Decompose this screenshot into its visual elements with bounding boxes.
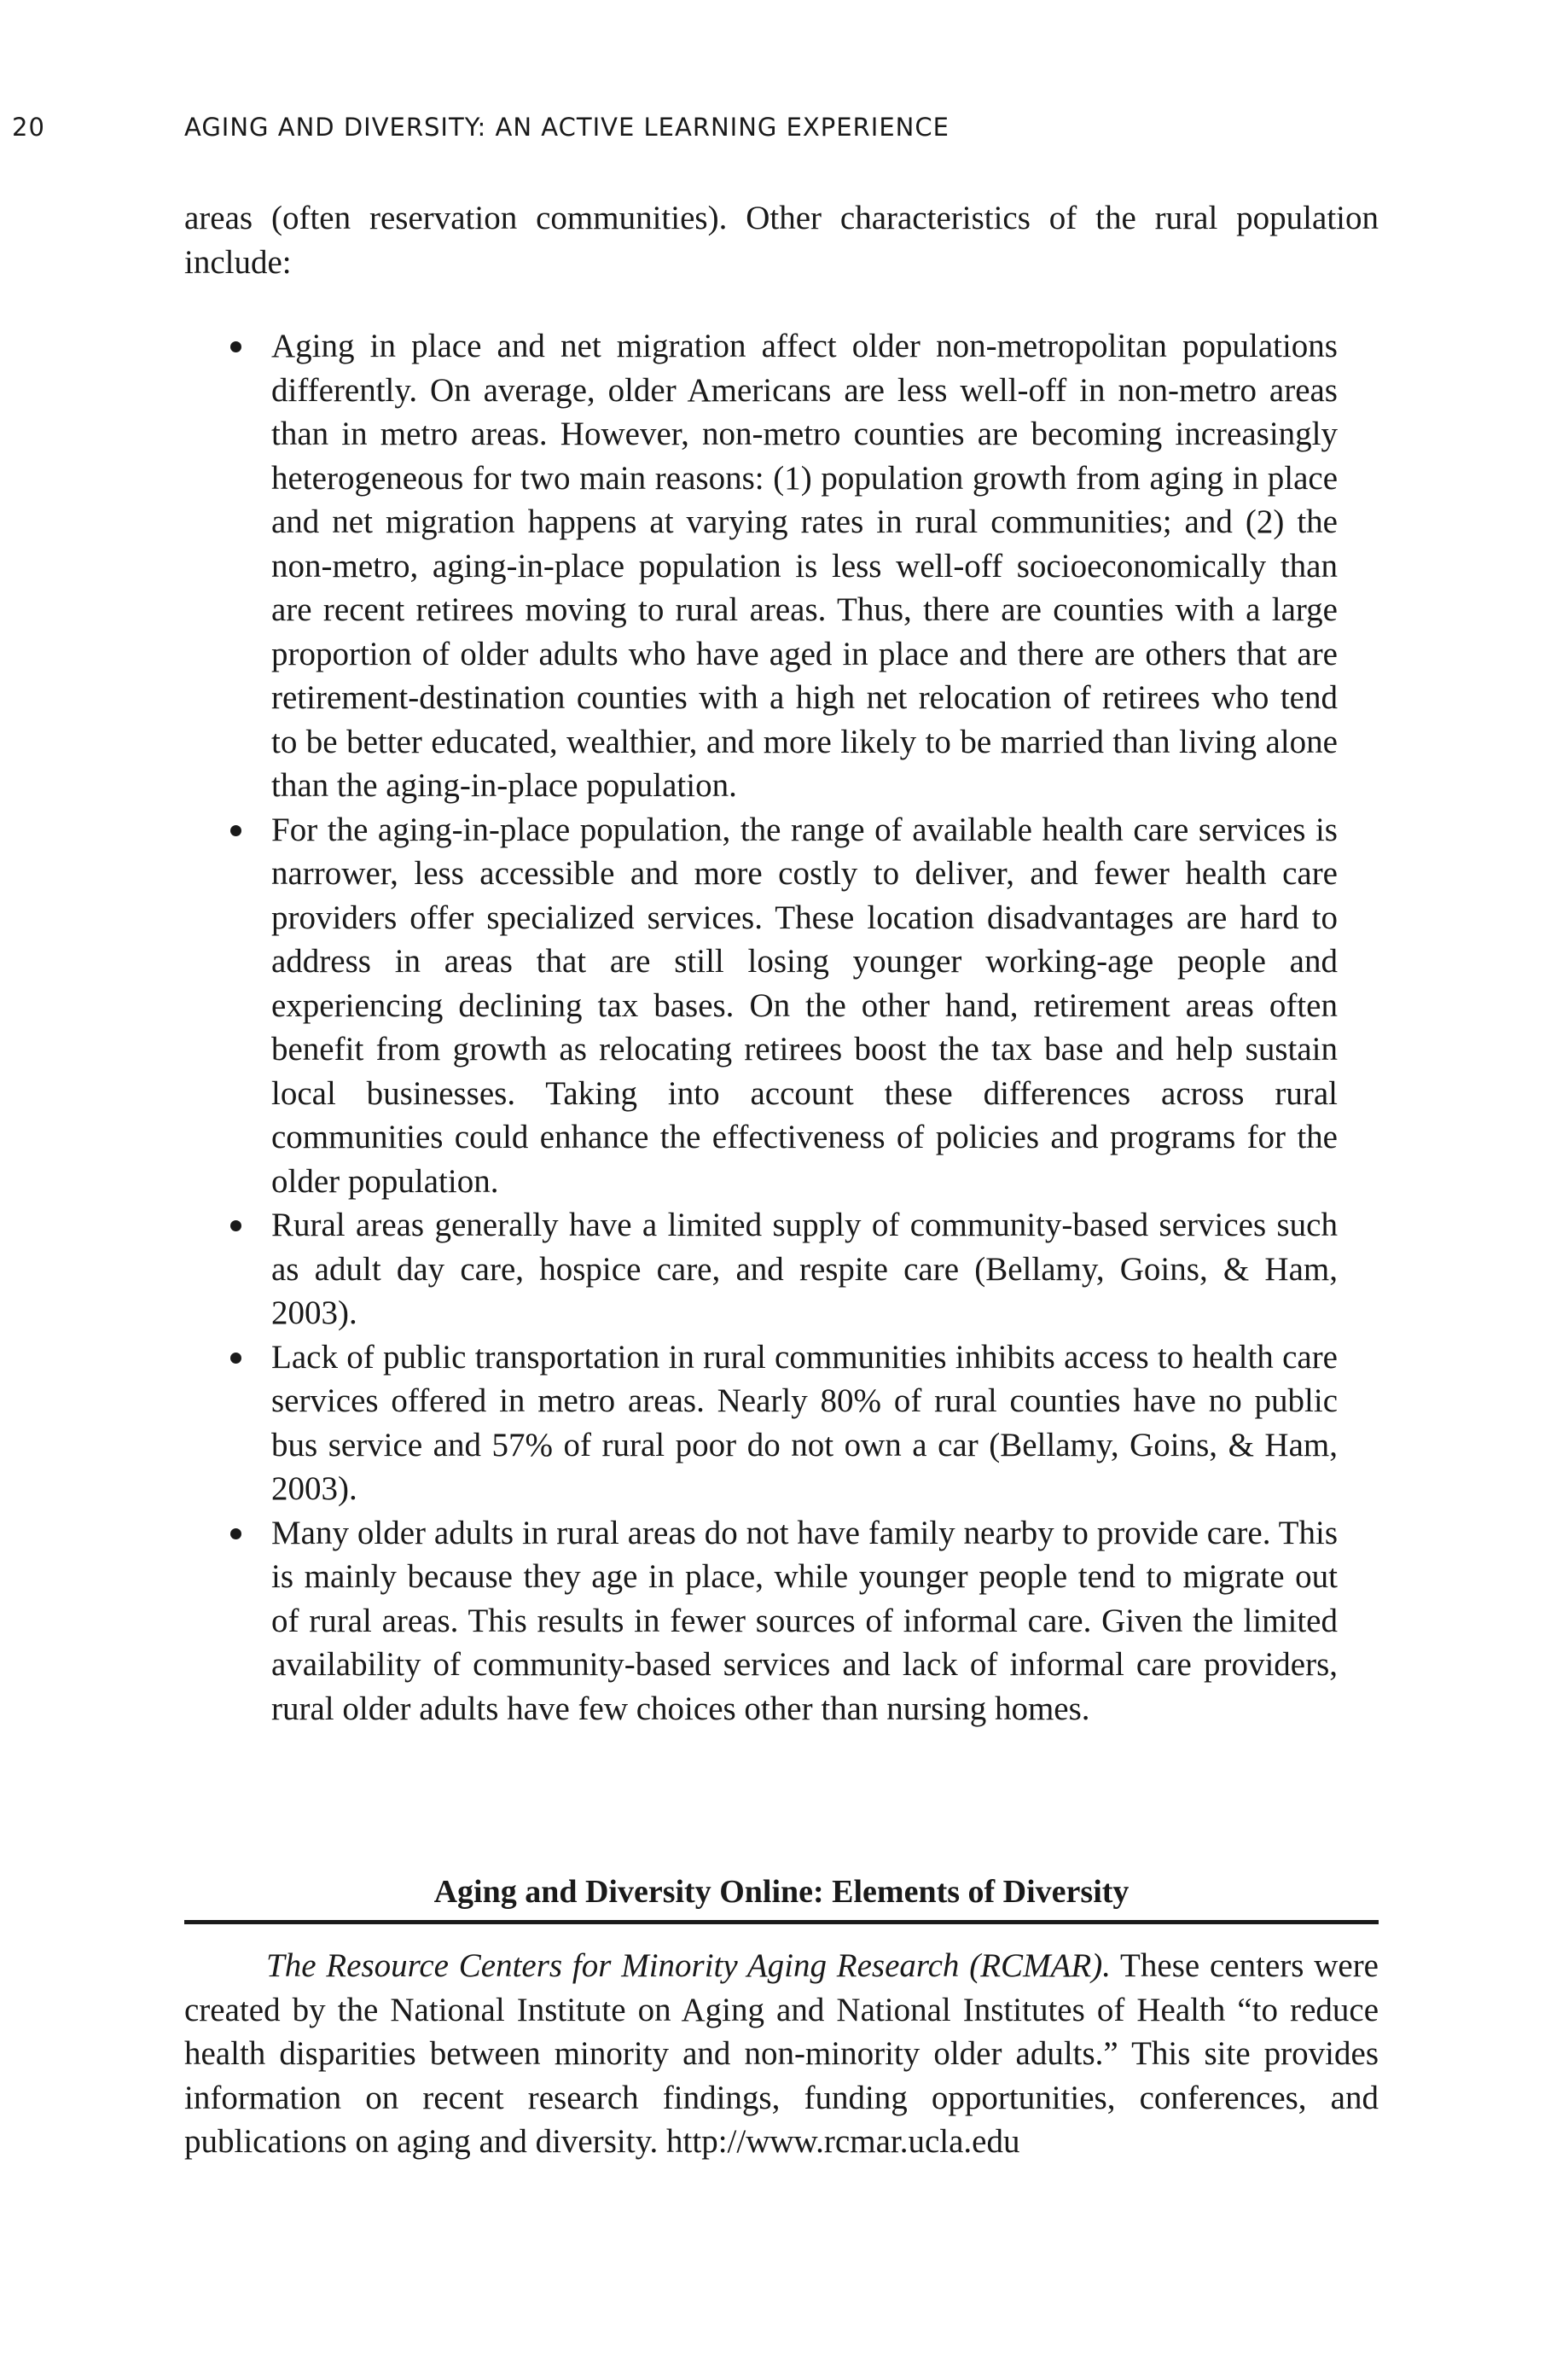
list-item (224, 1203, 1338, 1335)
bullet-icon (230, 341, 241, 352)
list-item-text: For the aging-in-place population, the range of available health care services is narrower, less accessible and more costly to deliver, and fewer health care providers offer specialized services. These location disadvantages are hard to address in areas that are still losing younger working-age people and experiencing declining tax bases. On the other hand, retirement areas often benefit from growth as relocating retirees boost the tax base and help sustain local businesses. Taking into account these differences across rural communities could enhance the effectiveness of policies and programs for the older population. (271, 811, 1338, 1200)
resource-paragraph (184, 1944, 1379, 2164)
bullet-icon (230, 1528, 241, 1539)
list-item (224, 324, 1338, 808)
list-item (224, 1511, 1338, 1731)
list-item-text: Rural areas generally have a limited supply of community-based services such as adult day care, hospice care, and respite care (Bellamy, Goins, & Ham, 2003). (271, 1207, 1338, 1331)
section-heading: Aging and Diversity Online: Elements of Diversity (433, 1874, 1130, 1910)
bullet-icon (230, 1353, 241, 1364)
bullet-list (224, 324, 1338, 1731)
bullet-icon (230, 1220, 241, 1231)
bullet-icon (230, 825, 241, 836)
running-title: AGING AND DIVERSITY: AN ACTIVE LEARNING EXPERIENCE (184, 113, 950, 142)
resource-title: The Resource Centers for Minority Aging Research (RCMAR). (266, 1947, 1111, 1984)
list-item (224, 808, 1338, 1204)
list-item (224, 1335, 1338, 1511)
list-item-text: Aging in place and net migration affect older non-metropolitan populations differently. On average, older Americans are less well-off in non-metro areas than in metro areas. However, non-metro counties are becoming increasingly heterogeneous for two main reasons: (1) population growth from aging in place and net migration happens at varying rates in rural communities; and (2) the non-metro, aging-in-place population is less well-off socioeconomically than are recent retirees moving to rural areas. Thus, there are counties with a large proportion of older adults who have aged in place and there are others that are retirement-destination counties with a high net relocation of retirees who tend to be better educated, wealthier, and more likely to be married than living alone than the aging-in-place population. (271, 328, 1338, 804)
list-item-text: Many older adults in rural areas do not have family nearby to provide care. This is mainly because they age in place, while younger people tend to migrate out of rural areas. This results in fewer sources of informal care. Given the limited availability of community-based services and lack of informal care providers, rural older adults have few choices other than nursing homes. (271, 1514, 1338, 1727)
resource-body: These centers were created by the National Institute on Aging and National Institutes of Health “to reduce health disparities between minority and non-minority older adults.” This site provides information on recent research findings, funding opportunities, conferences, and publications on aging and diversity. http://www.rcmar.ucla.edu (184, 1947, 1379, 2160)
page-number: 20 (12, 113, 45, 142)
heading-divider (184, 1920, 1379, 1924)
list-item-text: Lack of public transportation in rural communities inhibits access to health care services offered in metro areas. Nearly 80% of rural counties have no public bus service and 57% of rural poor do not own a car (Bellamy, Goins, & Ham, 2003). (271, 1338, 1338, 1507)
intro-paragraph: areas (often reservation communities). Other characteristics of the rural population include: (184, 200, 1379, 281)
running-head (0, 113, 1568, 147)
